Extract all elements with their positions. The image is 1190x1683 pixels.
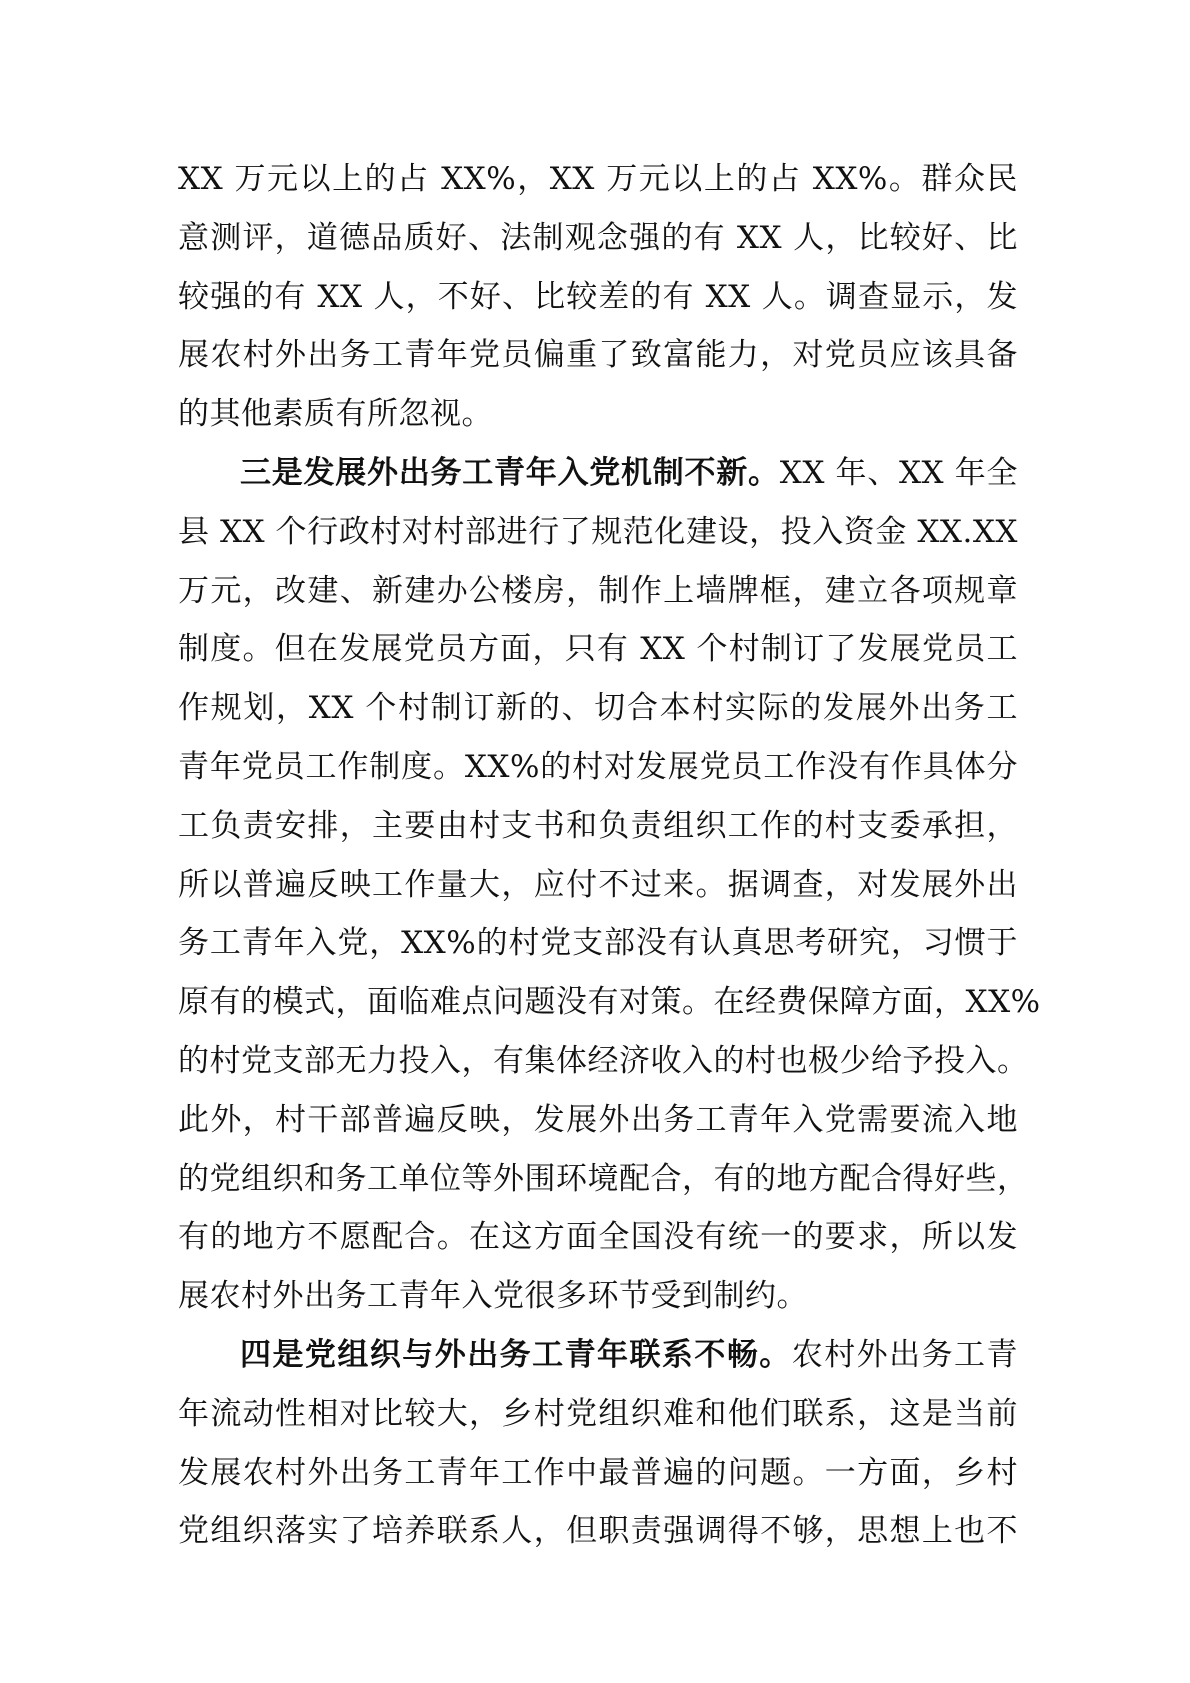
text-line: [178, 797, 1018, 856]
text-segment: 此外，村干部普遍反映，发展外出务工青年入党需要流入地: [178, 1101, 1018, 1138]
text-line: [178, 1267, 1018, 1326]
text-line: [178, 914, 1018, 973]
text-segment: 青年党员工作制度。XX%的村对发展党员工作没有作具体分: [178, 748, 1018, 785]
text-segment: 意测评，道德品质好、法制观念强的有 XX 人，比较好、比: [178, 219, 1018, 256]
text-line: [178, 268, 1018, 327]
text-line: [178, 1326, 1018, 1385]
text-segment: 的党组织和务工单位等外围环境配合，有的地方配合得好些，: [178, 1160, 1029, 1197]
text-segment: 有的地方不愿配合。在这方面全国没有统一的要求，所以发: [178, 1219, 1018, 1256]
text-segment: 较强的有 XX 人，不好、比较差的有 XX 人。调查显示，发: [178, 278, 1018, 315]
text-segment: 县 XX 个行政村对村部进行了规范化建设，投入资金 XX.XX: [178, 513, 1018, 550]
text-segment: XX 年、XX 年全: [779, 454, 1018, 491]
text-segment: 展农村外出务工青年党员偏重了致富能力，对党员应该具备: [178, 337, 1018, 374]
text-line: [178, 620, 1018, 679]
text-segment: XX 万元以上的占 XX%，XX 万元以上的占 XX%。群众民: [178, 161, 1018, 197]
text-line: [178, 738, 1018, 797]
document-body: [178, 150, 1041, 1561]
text-line: [178, 856, 1018, 915]
text-line: [178, 1150, 1029, 1209]
paragraph-heading: 四是党组织与外出务工青年联系不畅。: [240, 1336, 792, 1373]
text-segment: 工负责安排，主要由村支书和负责组织工作的村支委承担，: [178, 807, 1018, 844]
text-segment: 所以普遍反映工作量大，应付不过来。据调查，对发展外出: [178, 866, 1018, 903]
text-line: [178, 385, 1018, 444]
text-line: [178, 444, 1018, 503]
text-line: [178, 973, 1041, 1032]
text-line: [178, 562, 1018, 621]
text-line: [178, 1444, 1018, 1503]
text-line: [178, 1091, 1018, 1150]
text-line: [178, 326, 1018, 385]
text-segment: 的村党支部无力投入，有集体经济收入的村也极少给予投入。: [178, 1042, 1029, 1079]
text-segment: 农村外出务工青: [791, 1336, 1019, 1373]
text-segment: 万元，改建、新建办公楼房，制作上墙牌框，建立各项规章: [178, 572, 1018, 609]
text-line: [178, 209, 1018, 268]
text-segment: 制度。但在发展党员方面，只有 XX 个村制订了发展党员工: [178, 631, 1018, 668]
text-line: [178, 1208, 1018, 1267]
text-segment: 原有的模式，面临难点问题没有对策。在经费保障方面，XX%: [178, 984, 1041, 1021]
text-segment: 作规划，XX 个村制订新的、切合本村实际的发展外出务工: [178, 690, 1018, 727]
text-segment: 的其他素质有所忽视。: [178, 396, 493, 433]
text-line: [178, 503, 1018, 562]
text-segment: 年流动性相对比较大，乡村党组织难和他们联系，这是当前: [178, 1395, 1018, 1432]
paragraph-heading: 三是发展外出务工青年入党机制不新。: [240, 454, 780, 491]
text-line: [178, 1502, 1018, 1561]
text-line: [178, 1032, 1029, 1091]
text-segment: 展农村外出务工青年入党很多环节受到制约。: [178, 1278, 808, 1315]
text-line: [178, 679, 1018, 738]
text-line: [178, 1385, 1018, 1444]
text-segment: 发展农村外出务工青年工作中最普遍的问题。一方面，乡村: [178, 1454, 1018, 1491]
text-segment: 务工青年入党，XX%的村党支部没有认真思考研究，习惯于: [178, 925, 1018, 962]
text-line: [178, 150, 1018, 209]
text-segment: 党组织落实了培养联系人，但职责强调得不够，思想上也不: [178, 1513, 1018, 1550]
